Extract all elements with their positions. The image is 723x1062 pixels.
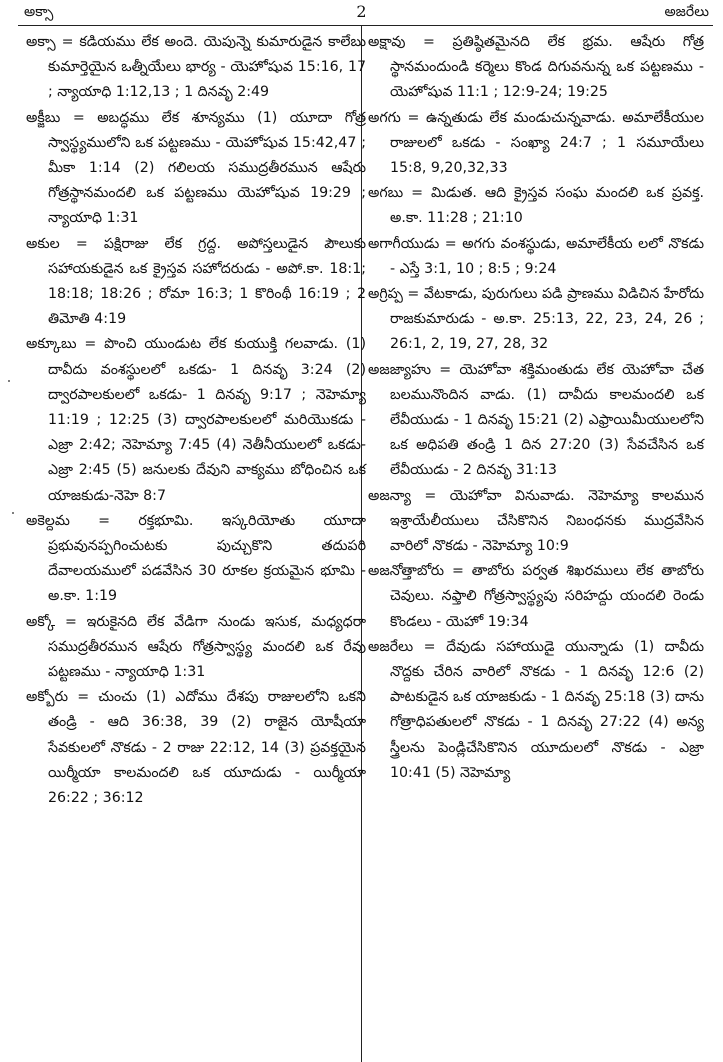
right-column	[368, 30, 704, 786]
entry-term: అక్షావు	[368, 34, 406, 50]
entry-definition: = పక్షిరాజు లేక గ్రద్ద. అపోస్తలుడైన పౌలుకు సహాయకుడైన ఒక క్రైస్తవ సహోదరుడు - అపో.కా. 18:1; 18:18; 18:26 ; రోమా 16:3; 1 కొరింథీ 16:19 ; 2 తిమోతి 4:19	[48, 235, 366, 328]
entry-term: అజజ్యాహు	[368, 361, 431, 378]
entry-term: అజన్యా	[368, 487, 411, 504]
entry-definition: = దేవుడు సహాయుడై యున్నాడు (1) దావీదు నొద్దకు చేరిన వారిలో నొకడు - 1 దినవృ 12:6 (2) పాటకుడైన ఒక యాజకుడు - 1 దినవృ 25:18 (3) దాను గోత్రాధిపతులలో నొకడు - 1 దినవృ 27:22 (4) అన్య స్త్రీలను పెండ్లిచేసికొనిన యూదులలో నొకడు - ఎజ్రా 10:41 (5) నెహెమ్యా	[390, 638, 704, 781]
dictionary-entry	[26, 610, 366, 686]
entry-definition: = తాబోరు పర్వత శిఖరములు లేక తాబోరు చెవులు. నఫ్తాలి గోత్రస్వాస్థ్యపు సరిహద్దు యందలి రెండు కొండలు - యెహో 19:34	[390, 563, 704, 630]
entry-definition: = కడియము లేక అందె. యెపున్నె కుమారుడైన కాలేబు కుమార్తెయైన ఒత్నీయేలు భార్య - యెహోషువ 15:16, 17 ; న్యాయాధి 1:12,13 ; 1 దినవృ 2:49	[48, 34, 366, 101]
entry-definition: = ప్రతిష్ఠితమైనది లేక భ్రమ. ఆషేరు గోత్ర స్థానమందుండి కర్మెలు కొండ దిగువనున్న ఒక పట్టణము - యెహోషువ 11:1 ; 12:9-24; 19:25	[390, 34, 704, 101]
entry-definition: = చుంచు (1) ఎదోము దేశపు రాజులలోని ఒకని తండ్రి - ఆది 36:38, 39 (2) రాజైన యోషీయా సేవకులలో నొకడు - 2 రాజు 22:12, 14 (3) ప్రవక్తయైన యిర్మీయా కాలమందలి ఒక యూదుడు - యిర్మీయా 26:22 ; 36:12	[48, 689, 366, 807]
page-header	[0, 0, 723, 26]
dictionary-entry	[26, 332, 366, 508]
dictionary-entry	[368, 30, 704, 106]
dictionary-entry	[26, 106, 366, 232]
entry-term: అగబు	[368, 185, 404, 202]
entry-term: అకుల	[26, 235, 60, 252]
entry-term: అజనోత్తాబోరు	[368, 563, 445, 580]
dictionary-entry	[368, 358, 704, 484]
entry-term: అగ్రిప్ప	[368, 286, 403, 303]
left-column	[26, 30, 366, 811]
scan-speck	[8, 380, 10, 382]
entry-definition: = అగగు వంశస్థుడు, అమాలేకీయ లలో నొకడు - ఎస్తే 3:1, 10 ; 8:5 ; 9:24	[390, 235, 704, 277]
entry-definition: = యెహోవా శక్తిమంతుడు లేక యెహోవా చేత బలమునొందిన వాడు. (1) దావీదు కాలమందలి ఒక లేవీయుడు - 1 దినవృ 15:21 (2) ఎఫ్రాయిమీయులలోని ఒక అధిపతి తండ్రి 1 దిన 27:20 (3) సేవచేసిన ఒక లేవీయుడు - 2 దినవృ 31:13	[390, 361, 704, 479]
entry-definition: = ఉన్నతుడు లేక మండుచున్నవాడు. అమాలేకీయుల రాజులలో ఒకడు - సంఖ్యా 24:7 ; 1 సమూయేలు 15:8, 9,20,32,33	[390, 109, 704, 177]
dictionary-entry	[368, 559, 704, 635]
entry-term: అగాగీయుడు	[368, 235, 440, 252]
header-first-term: అక్సా	[24, 4, 54, 20]
dictionary-entry	[368, 484, 704, 560]
entry-term: అక్బోరు	[26, 689, 68, 706]
dictionary-entry	[368, 635, 704, 786]
entry-definition: = ఇరుకైనది లేక వేడిగా నుండు ఇసుక, మధ్యధరా సముద్రతీరమున ఆషేరు గోత్రస్వాస్థ్య మందలి ఒక రేవు పట్టణము - న్యాయాధి 1:31	[48, 613, 366, 681]
dictionary-entry	[368, 282, 704, 358]
entry-term: అగగు	[368, 109, 401, 126]
dictionary-entry	[26, 232, 366, 333]
header-rule	[18, 25, 713, 26]
page-number: 2	[356, 2, 367, 21]
header-last-term: అజరేలు	[664, 4, 709, 20]
dictionary-entry	[26, 30, 366, 106]
entry-definition: = వేటకాడు, పురుగులు పడి ప్రాణము విడిచిన హేరోదు రాజకుమారుడు - అ.కా. 25:13, 22, 23, 24, 26 ; 26:1, 2, 19, 27, 28, 32	[390, 286, 704, 353]
entry-term: అక్సా	[26, 34, 56, 50]
entry-term: అకెల్దమ	[26, 512, 70, 529]
entry-definition: = మిడుత. ఆది క్రైస్తవ సంఘ మందలి ఒక ప్రవక్త. అ.కా. 11:28 ; 21:10	[390, 185, 704, 227]
dictionary-entry	[368, 181, 704, 231]
entry-term: అజరేలు	[368, 638, 414, 655]
entry-term: అక్కూబు	[26, 336, 77, 353]
entry-definition: = రక్తభూమి. ఇస్కరియోతు యూదా ప్రభువునప్పగించుటకు పుచ్చుకొని తదుపరి దేవాలయములో పడవేసిన 30 రూకల క్రయమైన భూమి - అ.కా. 1:19	[48, 512, 366, 605]
entry-term: అక్కో	[26, 613, 56, 630]
entry-definition: = యెహోవా వినువాడు. నెహెమ్యా కాలమున ఇశ్రాయేలీయులు చేసికొనిన నిబంధనకు ముద్రవేసిన వారిలో నొకడు - నెహెమ్యా 10:9	[390, 487, 704, 555]
dictionary-entry	[368, 232, 704, 282]
entry-definition: = పొంచి యుండుట లేక కుయుక్తి గలవాడు. (1) దావీదు వంశస్థులలో ఒకడు- 1 దినవృ 3:24 (2) ద్వారపాలకులలో ఒకడు- 1 దినవృ 9:17 ; నెహెమ్యా 11:19 ; 12:25 (3) ద్వారపాలకులలో మరియొకడు - ఎజ్రా 2:42; నెహెమ్యా 7:45 (4) నెతీనీయులలో ఒకడు-ఎజ్రా 2:45 (5) జనులకు దేవుని వాక్యము బోధించిన ఒక యాజకుడు-నెహె 8:7	[48, 336, 366, 504]
entry-term: అక్జీబు	[26, 109, 61, 126]
dictionary-entry	[26, 509, 366, 610]
scan-speck	[12, 512, 14, 514]
dictionary-entry	[368, 106, 704, 182]
entry-definition: = అబద్ధము లేక శూన్యము (1) యూదా గోత్ర స్వాస్థ్యములోని ఒక పట్టణము - యెహోషువ 15:42,47 ; మీకా 1:14 (2) గలిలయ సముద్రతీరమున ఆషేరు గోత్రస్థానమందలి ఒక పట్టణము యెహోషువ 19:29 ; న్యాయాధి 1:31	[48, 109, 366, 227]
dictionary-entry	[26, 685, 366, 811]
